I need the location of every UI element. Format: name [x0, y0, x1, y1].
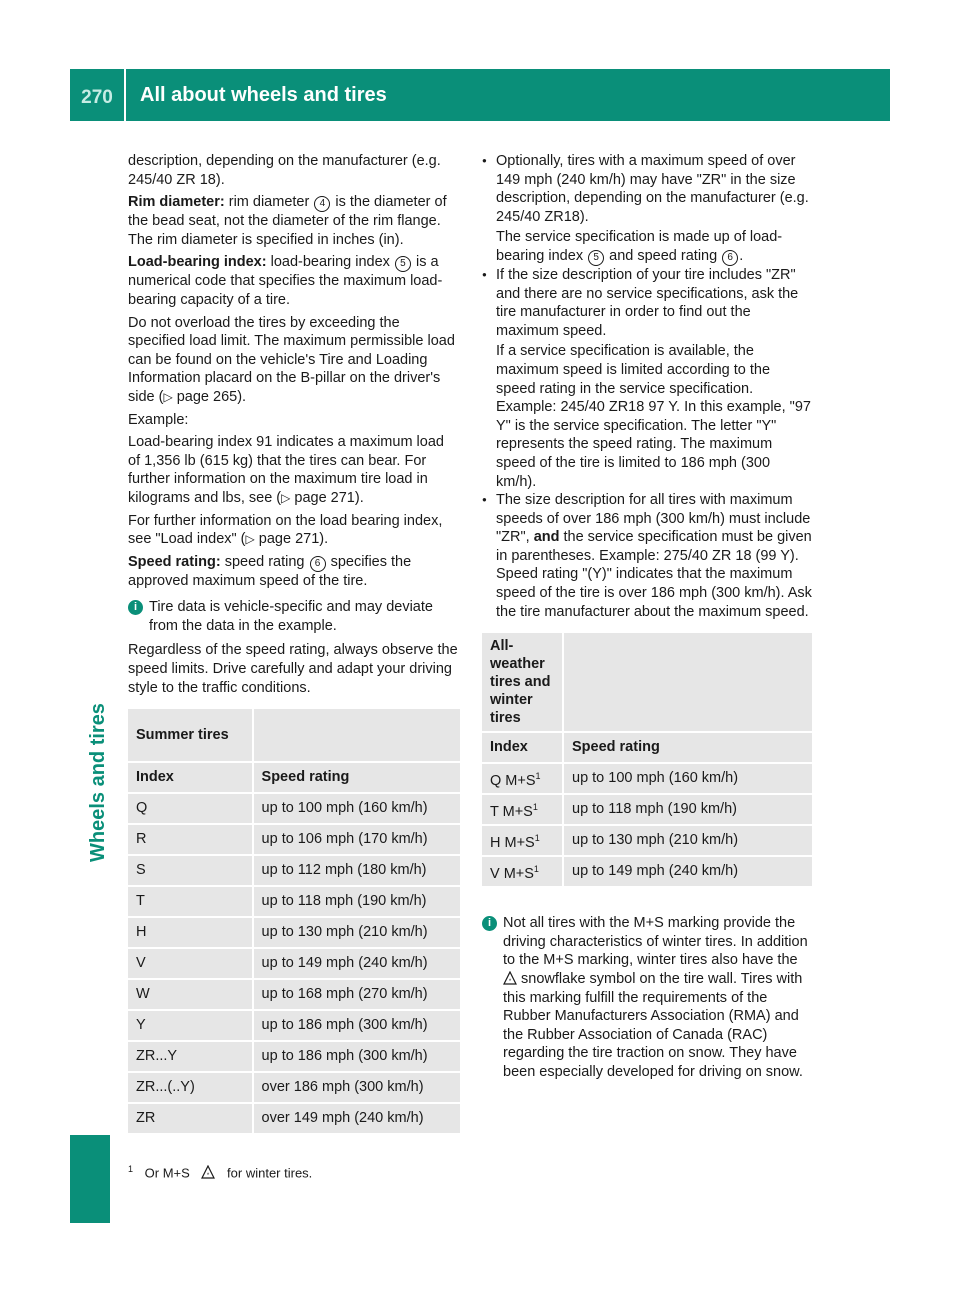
right-column: [482, 152, 812, 1088]
page-header: [70, 69, 890, 121]
index-cell: ZR...(..Y): [128, 1073, 254, 1102]
callout-number-icon: 6: [722, 250, 738, 266]
load-index-paragraph: Load-bearing index: load-bearing index 5 is a numerical code that specifies the maximum load-bearing capacity of a tire.: [128, 254, 443, 308]
page-reference-triangle-icon: ▷: [281, 490, 291, 505]
paragraph: Do not overload the tires by exceeding the specified load limit. The maximum permissible load can be found on the vehicle's Tire and Loading Information placard on the B-pillar on the driver's side (▷ page 265).: [128, 314, 455, 405]
table-row: [128, 1011, 460, 1040]
info-note: i Tire data is vehicle-specific and may deviate from the data in the example.: [128, 598, 460, 635]
paragraph: description, depending on the manufacturer (e.g. 245/40 ZR 18).: [128, 153, 441, 188]
index-cell: S: [128, 856, 254, 885]
callout-number-icon: 5: [588, 250, 604, 266]
rim-diameter-paragraph: Rim diameter: rim diameter 4 is the diameter of the bead seat, not the diameter of the rim flange. The rim diameter is specified in inches (in).: [128, 194, 447, 248]
table-row: [482, 764, 812, 793]
index-cell: T: [128, 887, 254, 916]
speed-cell: up to 149 mph (240 km/h): [564, 857, 812, 886]
table-row: [128, 1042, 460, 1071]
table-row: [128, 949, 460, 978]
term-label: Load-bearing index:: [128, 254, 267, 271]
speed-cell: up to 106 mph (170 km/h): [254, 825, 460, 854]
table-row: [128, 856, 460, 885]
index-cell: V: [128, 949, 254, 978]
index-cell: H: [128, 918, 254, 947]
callout-number-icon: 4: [314, 196, 330, 212]
speed-cell: up to 186 mph (300 km/h): [254, 1042, 460, 1071]
section-title: All about wheels and tires: [140, 83, 387, 106]
table-row: [482, 857, 812, 886]
speed-cell: up to 168 mph (270 km/h): [254, 980, 460, 1009]
list-item: ● Optionally, tires with a maximum speed of over 149 mph (240 km/h) may have "ZR" in the size description, depending on the manufacturer (e.g. 245/40 ZR18). The service specification is made up of load-bearing index 5 and speed rating 6 .: [482, 152, 812, 266]
left-column: [128, 152, 460, 1135]
table-row: [482, 826, 812, 855]
speed-cell: up to 130 mph (210 km/h): [564, 826, 812, 855]
index-cell: ZR...Y: [128, 1042, 254, 1071]
table-header-speed: Speed rating: [254, 763, 460, 792]
speed-cell: up to 130 mph (210 km/h): [254, 918, 460, 947]
list-item: ● The size description for all tires with maximum speeds of over 186 mph (300 km/h) must include "ZR", and the service specification must be given in parentheses. Example: 275/40 ZR 18 (99 Y). Speed rating "(Y)" indicates that the maximum speed of the tire is over 186 mph (300 km/h). Ask the tire manufacturer about the maximum speed.: [482, 491, 812, 621]
page-reference-link[interactable]: page 265).: [176, 388, 247, 405]
summer-tires-table: [128, 707, 460, 1135]
index-cell: W: [128, 980, 254, 1009]
snowflake-mountain-icon: [201, 1165, 215, 1179]
table-row: [128, 1104, 460, 1133]
index-cell: Q: [128, 794, 254, 823]
speed-rating-paragraph: Speed rating: speed rating 6 specifies the approved maximum speed of the tire.: [128, 553, 412, 589]
speed-cell: up to 112 mph (180 km/h): [254, 856, 460, 885]
page-reference-triangle-icon: ▷: [163, 389, 173, 404]
footnote: $^1$ Or M+S * for winter tires.: [128, 1164, 313, 1181]
index-cell: T $M+S^1$: [482, 795, 564, 824]
callout-number-icon: 6: [310, 556, 326, 572]
info-icon: i: [128, 600, 143, 615]
info-icon: i: [482, 916, 497, 931]
table-title: All-weather tires and winter tires: [482, 633, 564, 731]
list-item: ● If the size description of your tire includes "ZR" and there are no service specifications, ask the tire manufacturer in order to find out the maximum speed. If a service specification is available, the maximum speed is limited according to the speed rating in the service specification. Example: 245/40 ZR18 97 Y. In this example, "97 Y" is the service specification. The letter "Y" represents the speed rating. The maximum speed of the tire is limited to 186 mph (300 km/h).: [482, 266, 812, 491]
index-cell: R: [128, 825, 254, 854]
speed-cell: over 149 mph (240 km/h): [254, 1104, 460, 1133]
table-row: [128, 887, 460, 916]
svg-text:*: *: [207, 1173, 210, 1180]
side-chapter-marker: [70, 1135, 110, 1223]
paragraph: Regardless of the speed rating, always observe the speed limits. Drive carefully and adapt your driving style to the traffic conditions.: [128, 642, 458, 696]
page-reference-triangle-icon: ▷: [245, 532, 255, 547]
winter-tires-table: [482, 631, 812, 888]
index-cell: V $M+S^1$: [482, 857, 564, 886]
paragraph: Example:: [128, 411, 189, 428]
table-row: [128, 1073, 460, 1102]
table-header-speed: Speed rating: [564, 733, 812, 762]
table-row: [482, 795, 812, 824]
index-cell: Y: [128, 1011, 254, 1040]
table-row: [128, 980, 460, 1009]
index-cell: H $M+S^1$: [482, 826, 564, 855]
speed-cell: up to 100 mph (160 km/h): [254, 794, 460, 823]
table-row: [128, 794, 460, 823]
snowflake-mountain-icon: [503, 971, 517, 985]
speed-cell: up to 118 mph (190 km/h): [254, 887, 460, 916]
speed-cell: up to 186 mph (300 km/h): [254, 1011, 460, 1040]
page-number: 270: [70, 69, 126, 121]
speed-cell: up to 149 mph (240 km/h): [254, 949, 460, 978]
info-note: i Not all tires with the M+S marking provide the driving characteristics of winter tires. In addition to the M+S marking, winter tires also have the * snowflake symbol on the tire wall. Tires with this marking fulfill the requirements of the Rubber Manufacturers Association (RMA) and the Rubber Association of Canada (RAC) regarding the tire traction on snow. They have been especially developed for driving on snow.: [482, 914, 812, 1081]
paragraph: Load-bearing index 91 indicates a maximum load of 1,356 lb (615 kg) that the tires can bear. For further information on the maximum tire load in kilograms and lbs, see (▷ page 271).: [128, 434, 444, 506]
page-reference-link[interactable]: page 271).: [294, 489, 364, 506]
term-label: Rim diameter:: [128, 194, 225, 211]
index-cell: Q $M+S^1$: [482, 764, 564, 793]
table-row: [128, 825, 460, 854]
term-label: Speed rating:: [128, 553, 221, 570]
table-header-index: Index: [482, 733, 564, 762]
bullet-list: [482, 152, 812, 621]
table-header-index: Index: [128, 763, 254, 792]
index-cell: ZR: [128, 1104, 254, 1133]
paragraph: For further information on the load bearing index, see "Load index" (▷ page 271).: [128, 512, 443, 548]
table-row: [128, 918, 460, 947]
side-chapter-label: Wheels and tires: [87, 703, 109, 862]
callout-number-icon: 5: [395, 256, 411, 272]
speed-cell: up to 100 mph (160 km/h): [564, 764, 812, 793]
page-reference-link[interactable]: page 271).: [258, 531, 329, 548]
speed-cell: up to 118 mph (190 km/h): [564, 795, 812, 824]
speed-cell: over 186 mph (300 km/h): [254, 1073, 460, 1102]
side-chapter-tab: [70, 630, 110, 910]
table-title: Summer tires: [128, 709, 254, 761]
svg-text:*: *: [508, 979, 512, 986]
